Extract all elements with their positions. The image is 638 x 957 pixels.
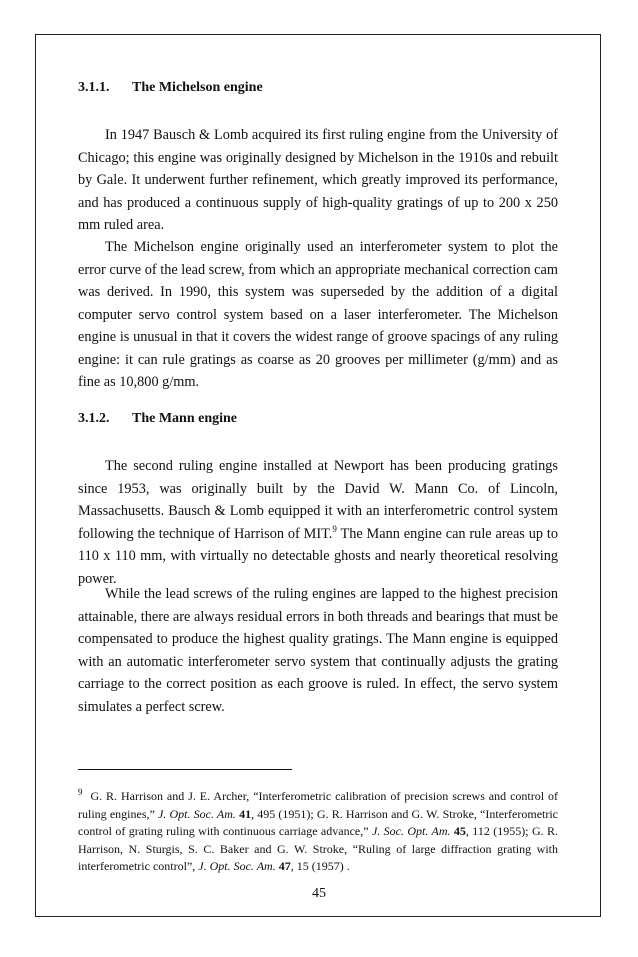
section-title: The Mann engine: [132, 411, 238, 426]
journal-name: J. Opt. Soc. Am.: [157, 806, 236, 821]
section-number: 3.1.2.: [78, 411, 110, 426]
section-number: 3.1.1.: [78, 80, 110, 95]
volume: 47: [278, 859, 291, 874]
paragraph-text: The Mann engine can rule areas up to 110 x 110 mm, with virtually no detectable ghosts and nearly theoretical resolving power.: [78, 525, 558, 587]
footnote-text: , 15 (1957) .: [290, 859, 350, 874]
footnote-text: G. R. Harrison and J. E. Archer, “Interferometric calibration of precision screws and control of ruling engines,”: [78, 789, 558, 821]
section-heading-mann: [78, 411, 237, 427]
footnote: [78, 784, 558, 876]
volume: 41: [239, 806, 252, 821]
footnote-separator: [78, 769, 292, 770]
paragraph: In 1947 Bausch & Lomb acquired its first ruling engine from the University of Chicago; this engine was originally designed by Michelson in the 1910s and rebuilt by Gale. It underwent further refinement, which greatly improved its performance, and has produced a continuous supply of high-quality gratings of up to 200 x 250 mm ruled area.: [78, 127, 558, 233]
section-title: The Michelson engine: [132, 80, 263, 95]
volume: 45: [453, 824, 466, 839]
paragraph-text: The second ruling engine installed at Newport has been producing gratings since 1953, was originally built by the David W. Mann Co. of Lincoln, Massachusetts. Bausch & Lomb equipped it with an interferometric control system following the technique of Harrison of MIT.: [78, 458, 558, 542]
paragraph: The Michelson engine originally used an interferometer system to plot the error curve of the lead screw, from which an appropriate mechanical correction cam was derived. In 1990, this system was superseded by the addition of a digital computer servo control system based on a laser interferometer. The Michelson engine is unusual in that it covers the widest range of groove spacings of any ruling engine: it can rule gratings as coarse as 20 grooves per millimeter (g/mm) and as fine as 10,800 g/mm.: [78, 239, 558, 390]
page-number: 45: [312, 886, 326, 901]
footnote-reference: 9: [332, 523, 337, 534]
footnote-text: , 495 (1951); G. R. Harrison and G. W. Stroke, “Interferometric control of grating ruling with continuous carriage advance,”: [78, 806, 559, 839]
section-heading-michelson: [78, 80, 263, 96]
footnote-text: , 112 (1955); G. R. Harrison, N. Sturgis, S. C. Baker and G. W. Stroke, “Ruling of large diffraction grating with interferometric control”,: [78, 824, 558, 874]
paragraph: [78, 455, 558, 590]
journal-name: J. Soc. Opt. Am.: [371, 824, 451, 839]
journal-name: J. Opt. Soc. Am.: [198, 859, 276, 874]
paragraph: While the lead screws of the ruling engines are lapped to the highest precision attainable, there are always residual errors in both threads and bearings that must be compensated to produce the highest quality gratings. The Mann engine is equipped with an automatic interferometer servo system that continually adjusts the grating carriage to the correct position as each groove is ruled. In effect, the servo system simulates a perfect screw.: [78, 586, 558, 715]
footnote-mark: 9: [78, 787, 83, 797]
